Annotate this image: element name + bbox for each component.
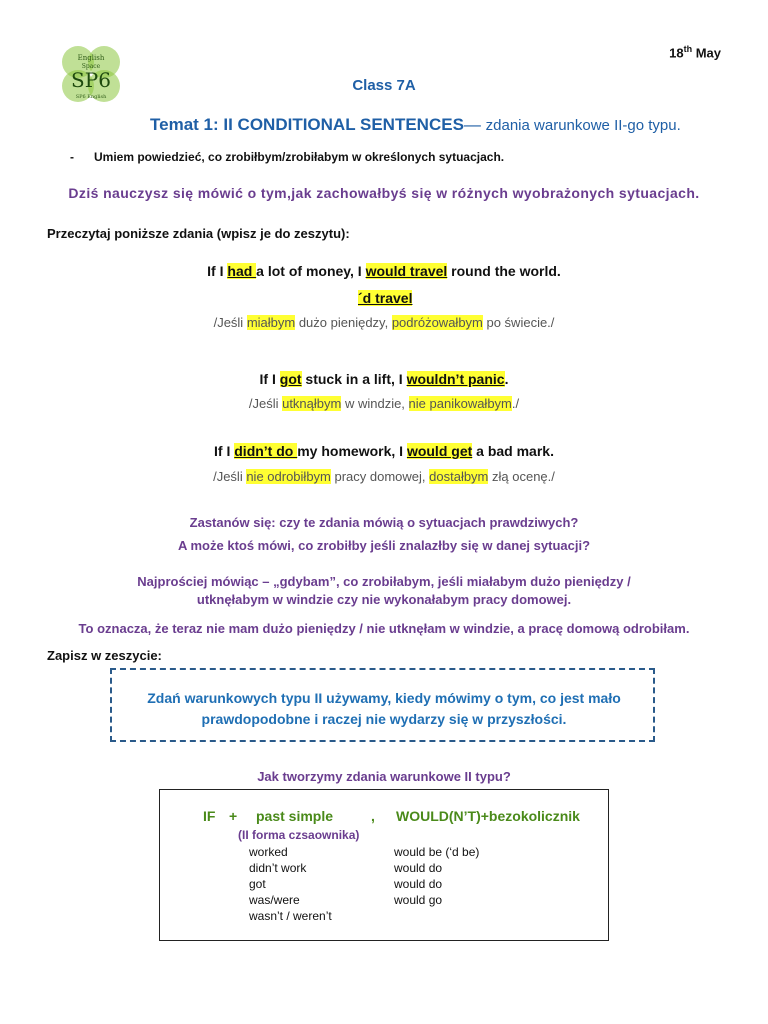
formula-would: WOULD(N’T)+bezokolicznik xyxy=(396,808,580,824)
table-left-cell: got xyxy=(249,877,266,891)
table-left-cell: didn’t work xyxy=(249,861,307,875)
date-month: May xyxy=(695,45,721,61)
write-instruction: Zapisz w zeszycie: xyxy=(47,648,162,663)
table-left-cell: wasn’t / weren’t xyxy=(249,909,332,923)
ex1-part: a lot of money, I xyxy=(256,263,366,279)
read-instruction: Przeczytaj poniższe zdania (wpisz je do zeszytu): xyxy=(47,226,350,241)
table-right-cell: would do xyxy=(394,877,443,891)
ex2-part: stuck in a lift, I xyxy=(301,371,407,387)
ex3-highlight-verb: didn’t do xyxy=(234,443,298,459)
tr3-part: złą ocenę./ xyxy=(488,469,555,484)
tr2-highlight: utknąłbym xyxy=(282,396,342,411)
tr2-part: w windzie, xyxy=(341,396,409,411)
ex2-highlight-would: wouldn’t panic xyxy=(406,371,505,387)
ex2-part: If I xyxy=(259,371,280,387)
formula-note: (II forma czsaownika) xyxy=(238,828,360,842)
tr2-part: /Jeśli xyxy=(248,396,283,411)
formula-past-simple: past simple xyxy=(256,808,334,824)
how-question: Jak tworzymy zdania warunkowe II typu? xyxy=(257,769,511,784)
topic-main: Temat 1: II CONDITIONAL SENTENCES xyxy=(150,115,464,134)
formula-if: IF xyxy=(203,808,216,824)
ex1-part: round the world. xyxy=(447,263,561,279)
table-right-cell: would be (‘d be) xyxy=(394,845,480,859)
tr1-highlight: podróżowałbym xyxy=(391,315,483,330)
meaning-text: To oznacza, że teraz nie mam dużo pieniędzy / nie utknęłam w windzie, a pracę domową odrobiłam. xyxy=(78,621,690,636)
table-left-cell: was/were xyxy=(249,893,300,907)
rule-line-1: Zdań warunkowych typu II używamy, kiedy mówimy o tym, co jest mało xyxy=(147,690,621,706)
logo-word-english: English xyxy=(77,54,105,62)
goal-text: Umiem powiedzieć, co zrobiłbym/zrobiłabym w określonych sytuacjach. xyxy=(94,150,505,164)
date-suffix: th xyxy=(683,44,693,54)
logo-word-space: Space xyxy=(81,63,101,70)
ex3-highlight-would: would get xyxy=(406,443,473,459)
rule-text xyxy=(0,688,768,730)
school-logo xyxy=(58,42,124,108)
ex3-part: my homework, I xyxy=(297,443,407,459)
example-sentence-2 xyxy=(0,371,768,387)
translation-2 xyxy=(0,396,768,411)
ex1-contraction: ´d travel xyxy=(358,290,413,306)
explanation-line-2: utknęłabym w windzie czy nie wykonałabym pracy domowej. xyxy=(196,592,572,607)
table-left-cell: worked xyxy=(249,845,288,859)
ex3-part: a bad mark. xyxy=(472,443,554,459)
rule-line-2: prawdopodobne i raczej nie wydarzy się w przyszłości. xyxy=(201,711,567,727)
class-label: Class 7A xyxy=(352,77,416,94)
intro-text: Dziś nauczysz się mówić o tym,jak zachowałbyś się w różnych wyobrażonych sytuacjach. xyxy=(68,185,700,201)
translation-3 xyxy=(0,469,768,484)
tr3-part: /Jeśli xyxy=(213,469,247,484)
example-sentence-1 xyxy=(0,263,768,279)
reflection-question-2: A może ktoś mówi, co zrobiłby jeśli znalazłby się w danej sytuacji? xyxy=(177,538,591,553)
example-1-contraction xyxy=(358,290,412,306)
tr1-part: dużo pieniędzy, xyxy=(295,315,392,330)
logo-word-sp6-english: SP6 English xyxy=(75,94,107,100)
topic-sub: zdania warunkowe II-go typu. xyxy=(485,117,681,134)
date xyxy=(669,44,721,60)
learning-goal xyxy=(70,150,504,164)
tr3-highlight: dostałbym xyxy=(429,469,489,484)
tr2-part: ./ xyxy=(511,396,520,411)
tr3-highlight: nie odrobiłbym xyxy=(246,469,331,484)
ex2-part: . xyxy=(504,371,509,387)
ex1-highlight-verb: had xyxy=(227,263,257,279)
table-right-cell: would do xyxy=(394,861,443,875)
logo-word-sp6: SP6 xyxy=(71,68,111,92)
date-day: 18 xyxy=(669,45,684,61)
formula-comma: , xyxy=(371,808,375,824)
translation-1 xyxy=(0,315,768,330)
ex1-highlight-would: would travel xyxy=(365,263,448,279)
tr1-part: /Jeśli xyxy=(213,315,247,330)
ex2-highlight-verb: got xyxy=(279,371,302,387)
tr1-highlight: miałbym xyxy=(246,315,296,330)
tr1-part: po świecie./ xyxy=(482,315,555,330)
tr2-highlight: nie panikowałbym xyxy=(408,396,512,411)
reflection-question-1: Zastanów się: czy te zdania mówią o sytuacjach prawdziwych? xyxy=(189,515,579,530)
topic-dash: — xyxy=(463,115,481,134)
ex1-part: If I xyxy=(207,263,228,279)
explanation-line-1: Najprościej mówiąc – „gdybam”, co zrobiłabym, jeśli miałabym dużo pieniędzy / xyxy=(137,574,631,589)
topic-title xyxy=(150,115,681,135)
formula-plus: + xyxy=(229,808,238,824)
ex3-part: If I xyxy=(214,443,235,459)
table-right-cell: would go xyxy=(394,893,443,907)
example-sentence-3 xyxy=(0,443,768,459)
tr3-part: pracy domowej, xyxy=(330,469,430,484)
goal-dash: - xyxy=(70,150,74,164)
